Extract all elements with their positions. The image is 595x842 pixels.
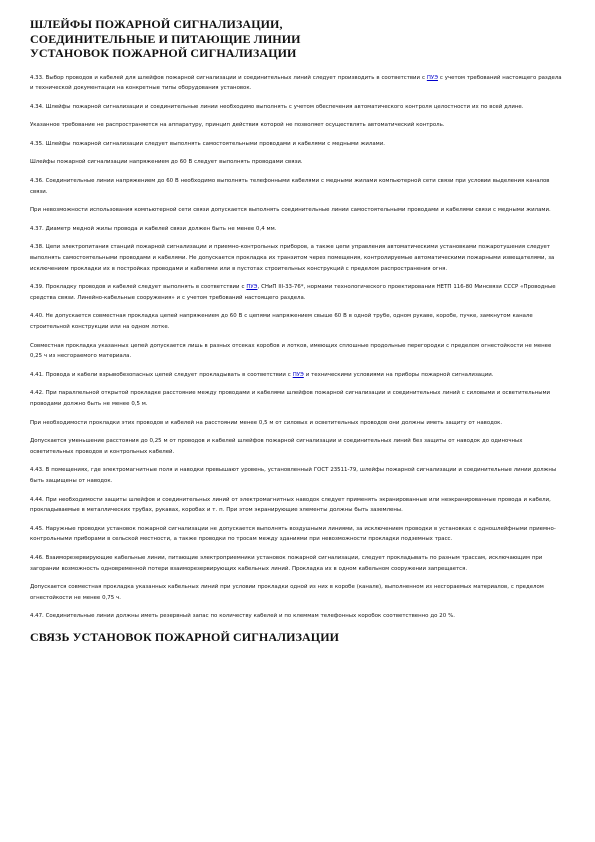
pue-link[interactable]: ПУЭ — [292, 371, 304, 378]
paragraph-4-42: 4.42. При параллельной открытой прокладке расстояние между проводами и кабелями шлейфов пожарной сигнализации и соединительных линий с силовыми и осветительными проводами должно быть не менее 0,5 м. — [30, 390, 551, 407]
section-heading — [30, 17, 565, 61]
paragraph-4-38: 4.38. Цепи электропитания станций пожарной сигнализации и приемно-контрольных приборов, а также цепи управления автоматическими установками пожаротушения следует выполнять самостоятельными проводами и кабелями. Не допускается прокладка их транзитом через помещения, контролируемые автоматическими пожарными извещателями, за исключением прокладки их в постройках проводами и кабелями или в пустотах строительных конструкций с пределом распространения огня. — [30, 244, 555, 272]
paragraph-text: и техническими условиями на приборы пожарной сигнализации. — [303, 371, 494, 378]
paragraph-4-40: 4.40. Не допускается совместная прокладка цепей напряжением до 60 В с цепями напряжением свыше 60 В в одной трубе, одном рукаве, коробе, пучке, замкнутом канале строительной конструкции или на одном лотке. — [30, 313, 533, 330]
paragraph-4-45: 4.45. Наружные проводки установок пожарной сигнализации не допускается выполнять воздушными линиями, за исключением проводки в установках с одношлейфными приемно-контрольными приборами в сельской местности, а также проводки по тросам между зданиями при невозможности прокладки подземных трасс. — [30, 525, 556, 543]
paragraph-4-34: 4.34. Шлейфы пожарной сигнализации и соединительные линии необходимо выполнять с учетом обеспечения автоматического контроля целостности их по всей длине. — [30, 103, 524, 110]
paragraph-4-42-note: При необходимости прокладки этих проводов и кабелей на расстоянии менее 0,5 м от силовых и осветительных проводов они должны иметь защиту от наводок. — [30, 419, 503, 426]
next-section-heading: СВЯЗЬ УСТАНОВОК ПОЖАРНОЙ СИГНАЛИЗАЦИИ — [30, 629, 340, 644]
paragraph-text: 4.39. Прокладку проводов и кабелей следует выполнять в соответствии с — [30, 284, 247, 291]
heading-line-1: ШЛЕЙФЫ ПОЖАРНОЙ СИГНАЛИЗАЦИИ, — [30, 17, 283, 31]
paragraph-4-40-note: Совместная прокладка указанных цепей допускается лишь в разных отсеках коробов и лотков, имеющих сплошные продольные перегородки с пределом огнестойкости не менее 0,25 ч из несгораемого материала. — [30, 342, 552, 360]
paragraph-4-47: 4.47. Соединительные линии должны иметь резервный запас по количеству кабелей и по клеммам телефонных коробок соответственно до 20 %. — [30, 613, 455, 620]
paragraph-4-37: 4.37. Диаметр медной жилы провода и кабелей связи должен быть не менее 0,4 мм. — [30, 225, 277, 232]
paragraph-text: 4.33. Выбор проводов и кабелей для шлейфов пожарной сигнализации и соединительных линий следует производить в соответствии с — [30, 74, 427, 81]
pue-link[interactable]: ПУЭ — [246, 284, 258, 291]
paragraph-4-35-note: Шлейфы пожарной сигнализации напряжением до 60 В следует выполнять проводами связи. — [30, 159, 303, 166]
heading-line-2: СОЕДИНИТЕЛЬНЫЕ И ПИТАЮЩИЕ ЛИНИИ — [30, 31, 301, 46]
paragraph-4-34-note: Указанное требование не распространяется на аппаратуру, принцип действия которой не позволяет осуществлять автоматический контроль. — [30, 122, 445, 129]
paragraph-4-33 — [30, 73, 565, 94]
paragraph-text: 4.41. Провода и кабели взрывобезопасных цепей следует прокладывать в соответствии с — [30, 371, 293, 378]
paragraph-4-35: 4.35. Шлейфы пожарной сигнализации следует выполнять самостоятельными проводами и кабелями с медными жилами. — [30, 140, 385, 147]
paragraph-text: , СНиП III-33-76*, нормами технологического проектирования НЕТП 116-80 Минсвязи СССР «Проводные средства связи. Линейно-кабельные сооружения» и с учетом требований настоящего раздела. — [30, 284, 556, 301]
pue-link[interactable]: ПУЭ — [426, 74, 438, 81]
paragraph-4-43: 4.43. В помещениях, где электромагнитные поля и наводки превышают уровень, установленный ГОСТ 23511-79, шлейфы пожарной сигнализации и соединительные линии должны быть защищены от наводок. — [30, 467, 557, 484]
paragraph-4-46: 4.46. Взаиморезервирующие кабельные линии, питающие электроприемники установок пожарной сигнализации, следует прокладывать по разным трассам, исключающим при загорании возможность одновременной потери взаиморезервирующих кабельных линий. Прокладка их в одном кабельном сооружении запрещается. — [30, 554, 543, 572]
paragraph-4-44: 4.44. При необходимости защиты шлейфов и соединительных линий от электромагнитных наводок следует применять экранированные или неэкранированные провода и кабели, прокладываемые в металлических трубах, рукавах, коробах и т. п. При этом экранирующие элементы должны быть заземлены. — [30, 496, 551, 514]
document-page — [30, 17, 565, 644]
paragraph-4-41 — [30, 370, 565, 381]
paragraph-4-36-note: При невозможности использования компьютерной сети связи допускается выполнять соединительные линии самостоятельными проводами и кабелями связи с медными жилами. — [30, 207, 551, 214]
paragraph-4-39 — [30, 282, 565, 303]
paragraph-4-46-note: Допускается совместная прокладка указанных кабельных линий при условии прокладки одной из них в коробе (канале), выполненном из несгораемых материалов, с пределом огнестойкости не менее 0,75 ч. — [30, 584, 544, 601]
paragraph-text: с учетом требований настоящего раздела и технической документации на конкретные типы оборудования установок. — [30, 74, 562, 92]
heading-line-3: УСТАНОВОК ПОЖАРНОЙ СИГНАЛИЗАЦИИ — [30, 46, 297, 60]
paragraph-4-36: 4.36. Соединительные линии напряжением до 60 В необходимо выполнять телефонными кабелями с медными жилами компьютерной сети связи при условии выделения каналов связи. — [30, 178, 550, 195]
paragraph-4-42-note-2: Допускается уменьшение расстояния до 0,25 м от проводов и кабелей шлейфов пожарной сигнализации и соединительных линий без защиты от наводок до одиночных осветительных проводов и контрольных кабелей. — [30, 438, 523, 455]
